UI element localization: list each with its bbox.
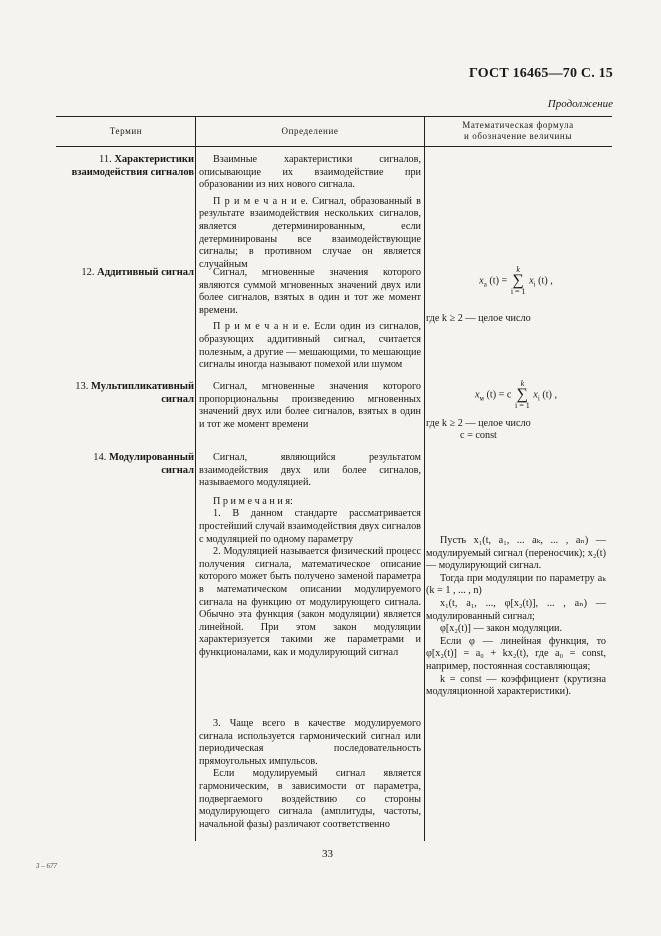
continuation-label: Продолжение: [547, 98, 613, 110]
summation-sign: [515, 380, 530, 410]
formula-13: [426, 380, 606, 410]
term-text: Мультипликативный сигнал: [90, 381, 194, 405]
col-header-formula: [426, 120, 610, 142]
note-1: 1. В данном стандарте рассматривается простейший случай взаимодействия двух сигналов с модуляцией по одному параметру: [199, 508, 421, 545]
term-text: Характеристики взаимодействия сигналов: [71, 154, 194, 178]
formula-lhs: x: [474, 389, 480, 401]
definition-14: [199, 452, 421, 660]
sum-bottom: i = 1: [515, 401, 530, 410]
formula-note-13: где k ≥ 2 — целое число: [426, 418, 531, 429]
term-13: [62, 381, 194, 406]
col-header-definition: Определение: [281, 126, 339, 136]
column-divider-2: [424, 116, 425, 841]
formula-lhs: x: [479, 275, 484, 287]
print-code: 3 – 677: [36, 862, 57, 870]
formula-lhs-sub: м: [479, 394, 484, 403]
formula-14-line1: Пусть x₁(t, a₁, ... aₖ, ... , aₙ) — модулируемый сигнал (переносчик); x₂(t) — модулирующий сигнал.: [426, 535, 606, 572]
definition-text: Сигнал, мгновенные значения которого пропорциональны произведению мгновенных значений двух или более сигналов, взятых в один и тот же момент времени: [199, 381, 421, 430]
definition-14-cont: [199, 718, 421, 831]
term-number: 11.: [98, 154, 112, 165]
sigma-icon: ∑: [516, 386, 529, 403]
term-number: 12.: [81, 267, 95, 278]
definition-text: Взаимные характеристики сигналов, описывающие их взаимодействие при образовании из них нового сигнала.: [199, 154, 421, 191]
table-top-rule: [56, 116, 612, 117]
formula-14: [426, 535, 606, 699]
term-11: [62, 154, 194, 179]
table-header-rule: [56, 146, 612, 147]
summation-sign: [511, 266, 526, 296]
col-header-term: Термин: [109, 126, 143, 136]
note-2: 2. Модуляцией называется физический процесс получения сигнала, математическое описание которого может быть получено заменой параметра в математическом описании модулируемого сигнала на функцию от модулирующего сигнала. Обычно эта функция (закон модуляции) является линейной. При этом закон модуляции характеризуется такими же параметрами и функционалами, как и модулирующий сигнал: [199, 546, 421, 658]
sum-top: k: [516, 265, 520, 274]
sum-bottom: i = 1: [510, 287, 526, 296]
formula-tail: (t) ,: [542, 389, 558, 401]
definition-text: Сигнал, мгновенные значения которого являются суммой мгновенных значений двух или более сигналов, взятых в один и тот же момент времени.: [199, 267, 421, 316]
definition-12: [199, 267, 421, 372]
note-4: Если модулируемый сигнал является гармоническим, в зависимости от параметра, подвергаемого воздействию со стороны модулирующего сигнала (амплитуды, частоты, начальной фазы) различают соответственно: [199, 768, 421, 830]
definition-note: П р и м е ч а н и е. Если один из сигналов, образующих аддитивный сигнал, считается полезным, а другие — мешающими, то мешающие сигналы иногда называют помехой или шумом: [199, 321, 421, 371]
formula-note2-13: c = const: [460, 430, 497, 441]
col-header-formula-line1: Математическая формула: [462, 120, 574, 130]
term-14: [62, 452, 194, 477]
page-header: ГОСТ 16465—70 С. 15: [469, 66, 613, 81]
notes-title: П р и м е ч а н и я:: [213, 495, 293, 507]
definition-13: [199, 381, 421, 431]
term-12: [62, 267, 194, 280]
definition-text: Сигнал, являющийся результатом взаимодействия двух или более сигналов, называемого модуляцией.: [199, 452, 421, 489]
formula-14-line4: φ[x₂(t)] — закон модуляции.: [440, 623, 563, 635]
formula-note-12: где k ≥ 2 — целое число: [426, 313, 531, 324]
column-divider-1: [195, 116, 196, 841]
formula-rhs: (t) =: [489, 275, 508, 287]
formula-14-line5: Если φ — линейная функция, то φ[x₂(t)] = a₀ + kx₂(t), где a₀ = const, например, постоянная составляющая;: [426, 635, 606, 672]
note-3: 3. Чаще всего в качестве модулируемого сигнала используется гармонический сигнал или периодическая последовательность прямоугольных импульсов.: [199, 718, 421, 767]
formula-14-line6: k = const — коэффициент (крутизна модуляционной характеристики).: [426, 673, 606, 698]
sum-top: k: [520, 379, 525, 388]
term-number: 14.: [93, 452, 107, 463]
term-text: Аддитивный сигнал: [97, 267, 194, 278]
formula-tail: (t) ,: [538, 275, 553, 287]
col-header-formula-line2: и обозначение величины: [464, 131, 572, 141]
page-number: 33: [322, 848, 333, 860]
formula-term: x: [529, 275, 534, 287]
term-number: 13.: [75, 381, 89, 392]
formula-term: x: [533, 389, 538, 401]
formula-14-line3: x₁(t, a₁, ..., φ[x₂(t)], ... , aₙ) — модулированный сигнал;: [426, 597, 606, 622]
sigma-icon: ∑: [512, 272, 524, 289]
formula-lhs-sub: а: [483, 280, 487, 289]
definition-11: [199, 154, 421, 271]
formula-term-sub: i: [537, 394, 540, 403]
term-text: Модулированный сигнал: [108, 452, 194, 476]
formula-12: [426, 266, 606, 296]
formula-rhs: (t) = c: [486, 389, 512, 401]
definition-note: П р и м е ч а н и е. Сигнал, образованный в результате взаимодействия нескольких сигналов, является детерминированным, если детерминированы все взаимодействующие сигналы; в противном случае он является случайным: [199, 195, 421, 270]
formula-14-line2: Тогда при модуляции по параметру aₖ (k = 1 , ... , n): [426, 572, 606, 597]
formula-term-sub: i: [533, 280, 536, 289]
